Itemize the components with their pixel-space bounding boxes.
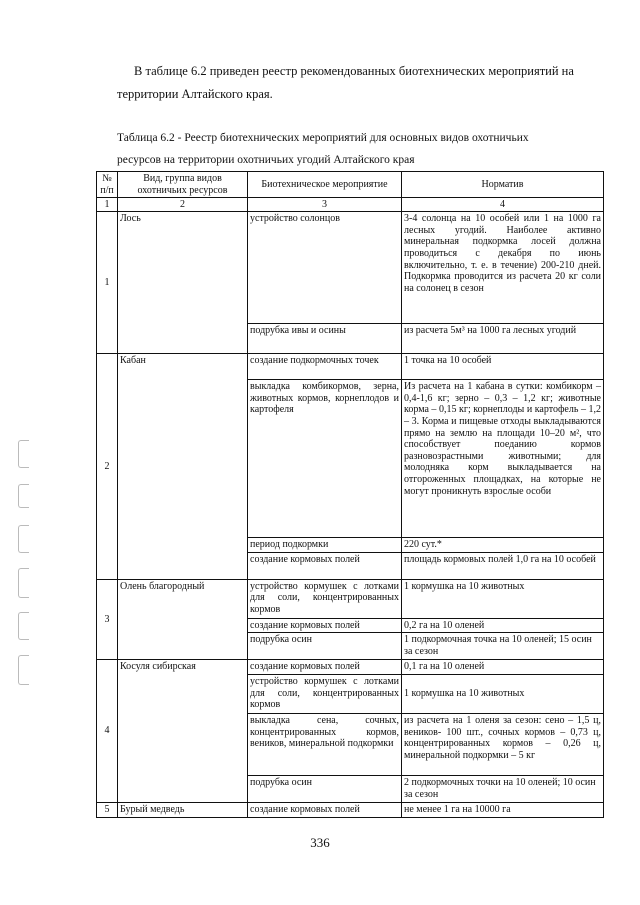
norm-cell: 1 кормушка на 10 животных xyxy=(402,674,604,713)
table-row xyxy=(97,660,604,675)
binder-mark xyxy=(18,525,29,553)
activity-cell: подрубка ивы и осины xyxy=(248,324,402,354)
norm-cell: Из расчета на 1 кабана в сутки: комбикорм – 0,4-1,6 кг; зерно – 0,3 – 1,2 кг; животные корма – 0,15 кг; корнеплоды и картофель – 1,2 – 3. Корма и пищевые отходы выкладываются прямо на землю на площади 10–20 м², что способствует поеданию кормов разновозрастными животными; для молодняка корм выкладывается на отгороженных площадках, на которые не могут проникнуть взрослые особи xyxy=(402,380,604,538)
activity-cell: создание кормовых полей xyxy=(248,660,402,675)
col-number: 2 xyxy=(118,198,248,212)
activity-cell: создание кормовых полей xyxy=(248,802,402,817)
row-number: 2 xyxy=(97,354,118,580)
species-cell: Бурый медведь xyxy=(118,802,248,817)
table-caption-line-2: ресурсов на территории охотничьих угодий Алтайского края xyxy=(117,154,415,166)
species-cell: Косуля сибирская xyxy=(118,660,248,803)
activity-cell: создание кормовых полей xyxy=(248,552,402,579)
header-num: № п/п xyxy=(97,172,118,198)
norm-cell: 220 сут.* xyxy=(402,538,604,553)
binder-mark xyxy=(18,568,29,598)
norm-cell: не менее 1 га на 10000 га xyxy=(402,802,604,817)
header-activity: Биотехническое мероприятие xyxy=(248,172,402,198)
norm-cell: 1 подкормочная точка на 10 оленей; 15 осин за сезон xyxy=(402,633,604,660)
norm-cell: 2 подкормочных точки на 10 оленей; 10 осин за сезон xyxy=(402,775,604,802)
norm-cell: из расчета 5м³ на 1000 га лесных угодий xyxy=(402,324,604,354)
column-number-row xyxy=(97,198,604,212)
row-number: 3 xyxy=(97,579,118,660)
norm-cell: из расчета на 1 оленя за сезон: сено – 1,5 ц, веников- 100 шт., сочных кормов – 0,73 ц, концентрированных кормов – 0,26 ц, минеральной подкормки – 5 кг xyxy=(402,713,604,775)
norm-cell: площадь кормовых полей 1,0 га на 10 особей xyxy=(402,552,604,579)
activity-cell: создание подкормочных точек xyxy=(248,354,402,380)
col-number: 1 xyxy=(97,198,118,212)
norm-cell: 3-4 солонца на 10 особей или 1 на 1000 га лесных угодий. Наиболее активно минеральная подкормка лосей должна проводиться с декабря по июнь включительно, т. е. в течение) 200-210 дней. Подкормка проводится из расчета 20 кг соли на солонец в сезон xyxy=(402,212,604,324)
col-number: 4 xyxy=(402,198,604,212)
species-cell: Олень благородный xyxy=(118,579,248,660)
binder-mark xyxy=(18,612,29,640)
table-row xyxy=(97,212,604,324)
page-number: 336 xyxy=(310,835,330,850)
intro-line-1: В таблице 6.2 приведен реестр рекомендованных биотехнических мероприятий на xyxy=(134,64,574,78)
activity-cell: подрубка осин xyxy=(248,633,402,660)
activity-cell: период подкормки xyxy=(248,538,402,553)
norm-cell: 0,1 га на 10 оленей xyxy=(402,660,604,675)
col-number: 3 xyxy=(248,198,402,212)
row-number: 4 xyxy=(97,660,118,803)
header-norm: Норматив xyxy=(402,172,604,198)
intro-line-2: территории Алтайского края. xyxy=(117,87,273,101)
table-header-row xyxy=(97,172,604,198)
row-number: 1 xyxy=(97,212,118,354)
norm-cell: 1 точка на 10 особей xyxy=(402,354,604,380)
activity-cell: устройство кормушек с лотками для соли, концентрированных кормов xyxy=(248,674,402,713)
activity-cell: создание кормовых полей xyxy=(248,618,402,633)
species-cell: Лось xyxy=(118,212,248,354)
header-species: Вид, группа видов охотничьих ресурсов xyxy=(118,172,248,198)
biotech-registry-table xyxy=(96,171,604,818)
table-row xyxy=(97,579,604,618)
norm-cell: 1 кормушка на 10 животных xyxy=(402,579,604,618)
species-cell: Кабан xyxy=(118,354,248,580)
binder-mark xyxy=(18,484,29,508)
activity-cell: подрубка осин xyxy=(248,775,402,802)
table-row xyxy=(97,354,604,380)
activity-cell: устройство солонцов xyxy=(248,212,402,324)
binder-mark xyxy=(18,655,29,685)
row-number: 5 xyxy=(97,802,118,817)
activity-cell: выкладка комбикормов, зерна, животных кормов, корнеплодов и картофеля xyxy=(248,380,402,538)
activity-cell: выкладка сена, сочных, концентрированных кормов, веников, минеральной подкормки xyxy=(248,713,402,775)
norm-cell: 0,2 га на 10 оленей xyxy=(402,618,604,633)
binder-mark xyxy=(18,440,29,468)
activity-cell: устройство кормушек с лотками для соли, концентрированных кормов xyxy=(248,579,402,618)
table-caption-line-1: Таблица 6.2 - Реестр биотехнических мероприятий для основных видов охотничьих xyxy=(117,132,529,144)
table-row xyxy=(97,802,604,817)
